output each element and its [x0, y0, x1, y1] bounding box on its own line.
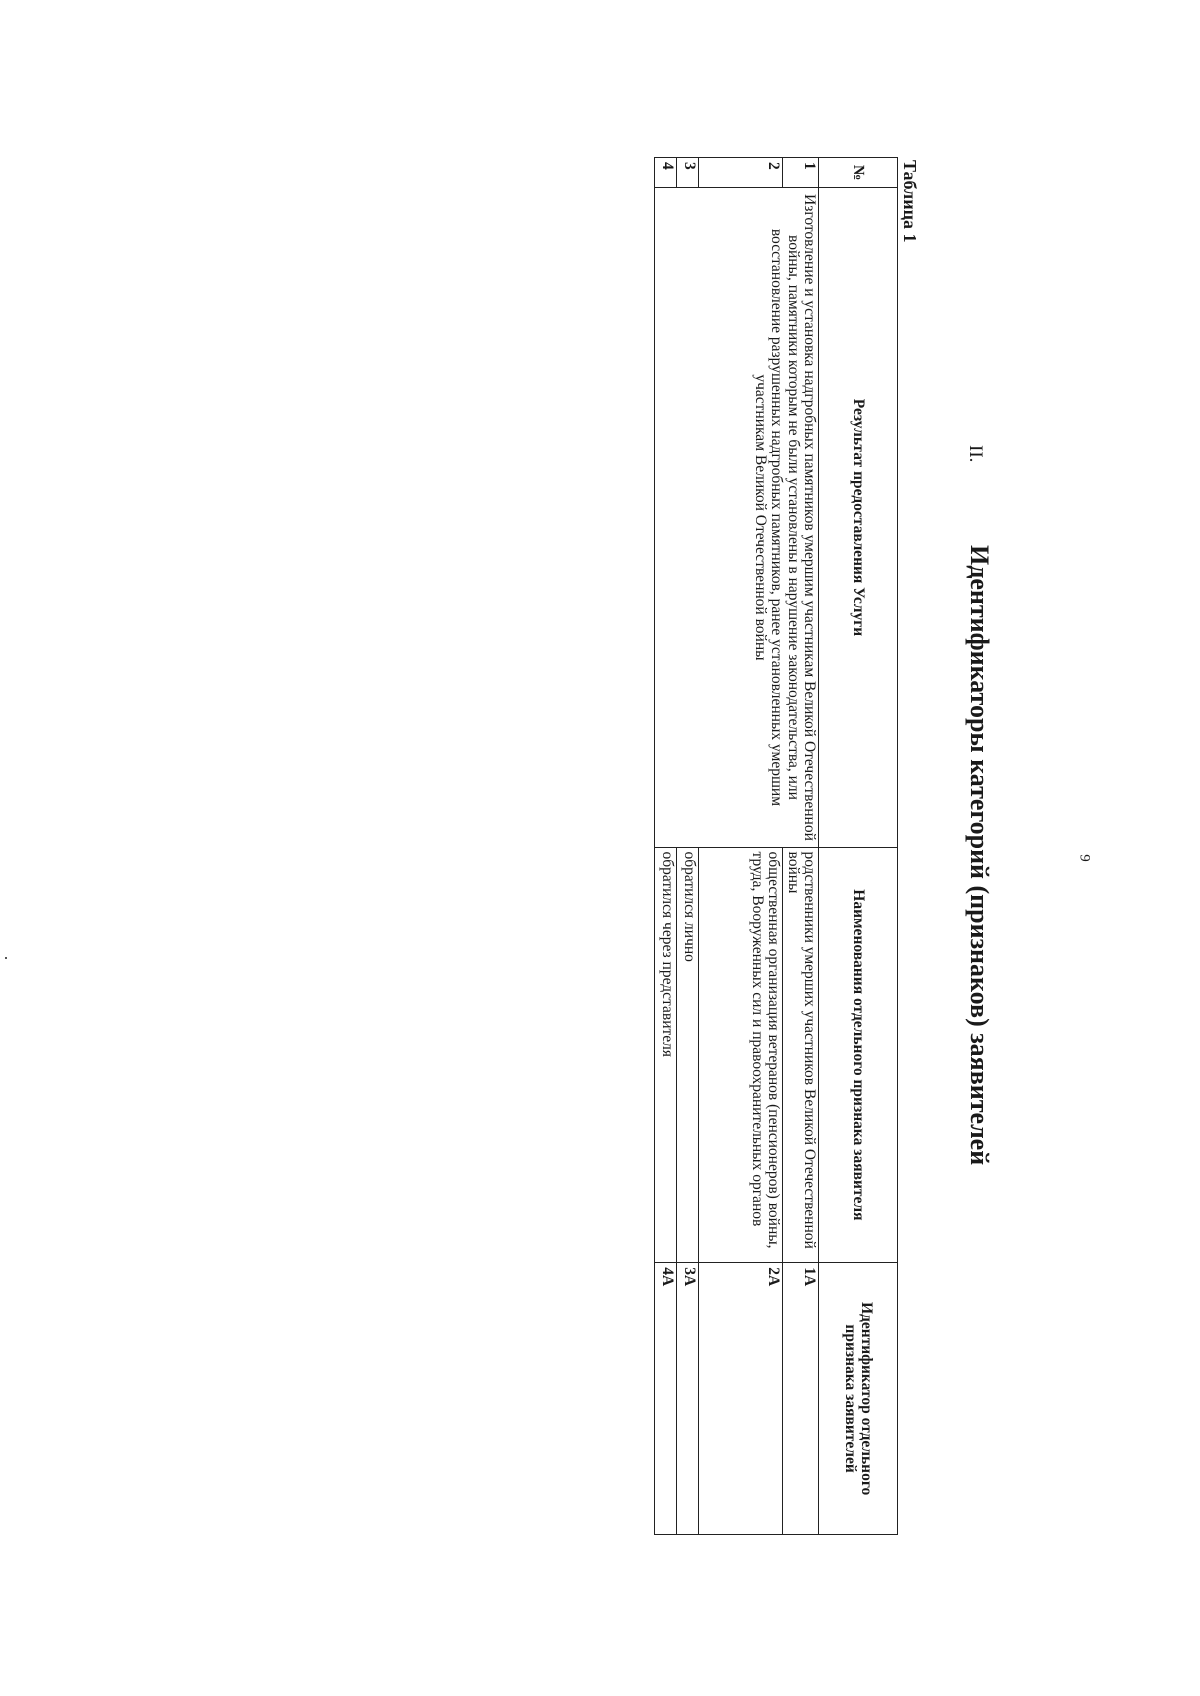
- header-applicant-attribute-id: Идентификатор отдельного признака заявителей: [819, 1263, 898, 1535]
- section-heading: [965, 155, 1020, 1595]
- header-applicant-attribute-name: Наименования отдельного признака заявителя: [819, 847, 898, 1263]
- scan-artifact-dot: [5, 957, 7, 959]
- service-result-cell: Изготовление и установка надгробных памятников умершим участникам Великой Отечественной войны, памятники которым не были установлены в нарушение законодательства, или восстановление разрушенных надгробных памятников, ранее установленных умершим участникам Великой Отечественной войны: [655, 188, 819, 847]
- header-result: Результат предоставления Услуги: [819, 188, 898, 847]
- rotated-document-content: [659, 155, 1020, 1595]
- table-row: [783, 158, 819, 1535]
- section-title: Идентификаторы категорий (признаков) заявителей: [965, 545, 994, 1166]
- attribute-name: родственники умерших участников Великой Отечественной войны: [783, 847, 819, 1263]
- attribute-id: 3А: [677, 1263, 699, 1535]
- section-number: II.: [965, 445, 986, 463]
- attribute-name: обратился лично: [677, 847, 699, 1263]
- identifiers-table: [654, 157, 898, 1535]
- attribute-name: общественная организация ветеранов (пенсионеров) войны, труда, Вооруженных сил и правоохранительных органов: [699, 847, 783, 1263]
- row-number: 3: [677, 158, 699, 188]
- table-label: Таблица 1: [900, 160, 920, 243]
- attribute-id: 2А: [699, 1263, 783, 1535]
- attribute-id: 4А: [655, 1263, 677, 1535]
- page-number: 9: [1076, 854, 1093, 862]
- header-num: №: [819, 158, 898, 188]
- row-number: 1: [783, 158, 819, 188]
- attribute-id: 1А: [783, 1263, 819, 1535]
- row-number: 2: [699, 158, 783, 188]
- row-number: 4: [655, 158, 677, 188]
- table-header-row: [819, 158, 898, 1535]
- attribute-name: обратился через представителя: [655, 847, 677, 1263]
